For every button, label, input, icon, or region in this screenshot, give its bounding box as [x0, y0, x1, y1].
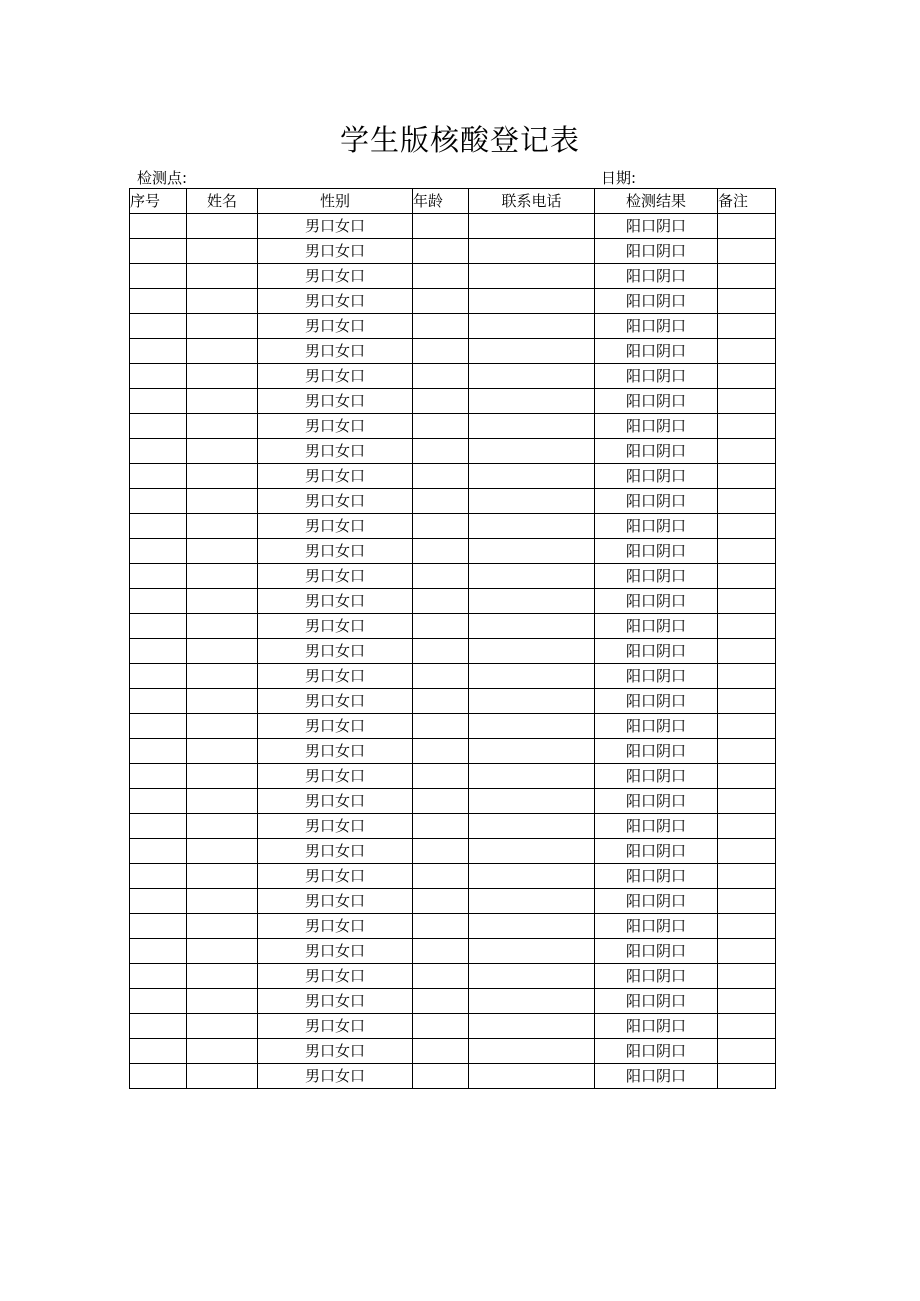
phone-cell[interactable]	[469, 689, 595, 714]
header-phone: 联系电话	[469, 189, 595, 214]
gender-options-cell[interactable]: 男口女口	[258, 939, 413, 964]
result-options-cell[interactable]: 阳口阴口	[595, 589, 718, 614]
phone-cell[interactable]	[469, 564, 595, 589]
result-options-cell[interactable]: 阳口阴口	[595, 439, 718, 464]
age-cell[interactable]	[413, 464, 469, 489]
table-row	[130, 314, 776, 339]
gender-options-cell[interactable]: 男口女口	[258, 889, 413, 914]
phone-cell[interactable]	[469, 514, 595, 539]
phone-cell[interactable]	[469, 389, 595, 414]
serial-cell[interactable]	[130, 389, 187, 414]
remarks-cell[interactable]	[718, 639, 776, 664]
result-options-cell[interactable]: 阳口阴口	[595, 414, 718, 439]
result-options-cell[interactable]: 阳口阴口	[595, 364, 718, 389]
gender-options-cell[interactable]: 男口女口	[258, 589, 413, 614]
phone-cell[interactable]	[469, 214, 595, 239]
result-options-cell[interactable]: 阳口阴口	[595, 889, 718, 914]
result-options-cell[interactable]: 阳口阴口	[595, 989, 718, 1014]
table-row	[130, 789, 776, 814]
phone-cell[interactable]	[469, 364, 595, 389]
phone-cell[interactable]	[469, 939, 595, 964]
serial-cell[interactable]	[130, 239, 187, 264]
remarks-cell[interactable]	[718, 864, 776, 889]
remarks-cell[interactable]	[718, 739, 776, 764]
name-cell[interactable]	[187, 414, 258, 439]
table-row	[130, 689, 776, 714]
remarks-cell[interactable]	[718, 489, 776, 514]
remarks-cell[interactable]	[718, 239, 776, 264]
age-cell[interactable]	[413, 1014, 469, 1039]
gender-options-cell[interactable]: 男口女口	[258, 414, 413, 439]
age-cell[interactable]	[413, 589, 469, 614]
table-row	[130, 1014, 776, 1039]
gender-options-cell[interactable]: 男口女口	[258, 489, 413, 514]
name-cell[interactable]	[187, 289, 258, 314]
age-cell[interactable]	[413, 714, 469, 739]
name-cell[interactable]	[187, 589, 258, 614]
remarks-cell[interactable]	[718, 1039, 776, 1064]
table-row	[130, 939, 776, 964]
serial-cell[interactable]	[130, 439, 187, 464]
name-cell[interactable]	[187, 564, 258, 589]
gender-options-cell[interactable]: 男口女口	[258, 914, 413, 939]
age-cell[interactable]	[413, 664, 469, 689]
remarks-cell[interactable]	[718, 589, 776, 614]
result-options-cell[interactable]: 阳口阴口	[595, 789, 718, 814]
serial-cell[interactable]	[130, 414, 187, 439]
serial-cell[interactable]	[130, 639, 187, 664]
table-row	[130, 914, 776, 939]
table-row	[130, 414, 776, 439]
age-cell[interactable]	[413, 564, 469, 589]
age-cell[interactable]	[413, 1039, 469, 1064]
remarks-cell[interactable]	[718, 364, 776, 389]
table-row	[130, 1039, 776, 1064]
phone-cell[interactable]	[469, 914, 595, 939]
serial-cell[interactable]	[130, 614, 187, 639]
serial-cell[interactable]	[130, 464, 187, 489]
result-options-cell[interactable]: 阳口阴口	[595, 314, 718, 339]
gender-options-cell[interactable]: 男口女口	[258, 289, 413, 314]
age-cell[interactable]	[413, 839, 469, 864]
age-cell[interactable]	[413, 514, 469, 539]
form-title: 学生版核酸登记表	[339, 123, 580, 157]
name-cell[interactable]	[187, 989, 258, 1014]
age-cell[interactable]	[413, 614, 469, 639]
result-options-cell[interactable]: 阳口阴口	[595, 514, 718, 539]
result-options-cell[interactable]: 阳口阴口	[595, 764, 718, 789]
phone-cell[interactable]	[469, 439, 595, 464]
age-cell[interactable]	[413, 414, 469, 439]
table-row	[130, 964, 776, 989]
table-row	[130, 589, 776, 614]
result-options-cell[interactable]: 阳口阴口	[595, 239, 718, 264]
serial-cell[interactable]	[130, 514, 187, 539]
remarks-cell[interactable]	[718, 314, 776, 339]
remarks-cell[interactable]	[718, 914, 776, 939]
serial-cell[interactable]	[130, 589, 187, 614]
gender-options-cell[interactable]: 男口女口	[258, 389, 413, 414]
age-cell[interactable]	[413, 339, 469, 364]
phone-cell[interactable]	[469, 589, 595, 614]
remarks-cell[interactable]	[718, 514, 776, 539]
name-cell[interactable]	[187, 939, 258, 964]
table-row	[130, 264, 776, 289]
remarks-cell[interactable]	[718, 539, 776, 564]
serial-cell[interactable]	[130, 1014, 187, 1039]
result-options-cell[interactable]: 阳口阴口	[595, 289, 718, 314]
remarks-cell[interactable]	[718, 264, 776, 289]
serial-cell[interactable]	[130, 489, 187, 514]
result-options-cell[interactable]: 阳口阴口	[595, 739, 718, 764]
name-cell[interactable]	[187, 439, 258, 464]
table-row	[130, 489, 776, 514]
table-row	[130, 514, 776, 539]
remarks-cell[interactable]	[718, 339, 776, 364]
phone-cell[interactable]	[469, 639, 595, 664]
name-cell[interactable]	[187, 964, 258, 989]
remarks-cell[interactable]	[718, 1064, 776, 1089]
serial-cell[interactable]	[130, 864, 187, 889]
gender-options-cell[interactable]: 男口女口	[258, 664, 413, 689]
test-site-label: 检测点:	[137, 169, 188, 187]
remarks-cell[interactable]	[718, 989, 776, 1014]
age-cell[interactable]	[413, 939, 469, 964]
name-cell[interactable]	[187, 1014, 258, 1039]
result-options-cell[interactable]: 阳口阴口	[595, 264, 718, 289]
name-cell[interactable]	[187, 214, 258, 239]
age-cell[interactable]	[413, 639, 469, 664]
gender-options-cell[interactable]: 男口女口	[258, 864, 413, 889]
phone-cell[interactable]	[469, 264, 595, 289]
name-cell[interactable]	[187, 264, 258, 289]
result-options-cell[interactable]: 阳口阴口	[595, 914, 718, 939]
table-row	[130, 639, 776, 664]
name-cell[interactable]	[187, 514, 258, 539]
result-options-cell[interactable]: 阳口阴口	[595, 214, 718, 239]
gender-options-cell[interactable]: 男口女口	[258, 814, 413, 839]
serial-cell[interactable]	[130, 539, 187, 564]
name-cell[interactable]	[187, 764, 258, 789]
serial-cell[interactable]	[130, 739, 187, 764]
phone-cell[interactable]	[469, 239, 595, 264]
table-row	[130, 614, 776, 639]
age-cell[interactable]	[413, 889, 469, 914]
age-cell[interactable]	[413, 489, 469, 514]
serial-cell[interactable]	[130, 789, 187, 814]
gender-options-cell[interactable]: 男口女口	[258, 264, 413, 289]
age-cell[interactable]	[413, 314, 469, 339]
age-cell[interactable]	[413, 764, 469, 789]
gender-options-cell[interactable]: 男口女口	[258, 714, 413, 739]
age-cell[interactable]	[413, 964, 469, 989]
name-cell[interactable]	[187, 239, 258, 264]
gender-options-cell[interactable]: 男口女口	[258, 1039, 413, 1064]
serial-cell[interactable]	[130, 1064, 187, 1089]
name-cell[interactable]	[187, 839, 258, 864]
table-body	[130, 214, 776, 1089]
result-options-cell[interactable]: 阳口阴口	[595, 339, 718, 364]
remarks-cell[interactable]	[718, 814, 776, 839]
name-cell[interactable]	[187, 664, 258, 689]
phone-cell[interactable]	[469, 864, 595, 889]
age-cell[interactable]	[413, 1064, 469, 1089]
phone-cell[interactable]	[469, 464, 595, 489]
name-cell[interactable]	[187, 864, 258, 889]
gender-options-cell[interactable]: 男口女口	[258, 614, 413, 639]
result-options-cell[interactable]: 阳口阴口	[595, 964, 718, 989]
name-cell[interactable]	[187, 339, 258, 364]
remarks-cell[interactable]	[718, 664, 776, 689]
remarks-cell[interactable]	[718, 289, 776, 314]
serial-cell[interactable]	[130, 814, 187, 839]
table-row	[130, 364, 776, 389]
age-cell[interactable]	[413, 364, 469, 389]
name-cell[interactable]	[187, 739, 258, 764]
table-header-row	[130, 189, 776, 214]
name-cell[interactable]	[187, 914, 258, 939]
result-options-cell[interactable]: 阳口阴口	[595, 539, 718, 564]
phone-cell[interactable]	[469, 814, 595, 839]
gender-options-cell[interactable]: 男口女口	[258, 1064, 413, 1089]
remarks-cell[interactable]	[718, 689, 776, 714]
result-options-cell[interactable]: 阳口阴口	[595, 614, 718, 639]
phone-cell[interactable]	[469, 414, 595, 439]
remarks-cell[interactable]	[718, 764, 776, 789]
age-cell[interactable]	[413, 689, 469, 714]
table-row	[130, 339, 776, 364]
table-row	[130, 889, 776, 914]
table-row	[130, 989, 776, 1014]
serial-cell[interactable]	[130, 714, 187, 739]
header-remarks: 备注	[718, 189, 776, 214]
gender-options-cell[interactable]: 男口女口	[258, 239, 413, 264]
gender-options-cell[interactable]: 男口女口	[258, 839, 413, 864]
phone-cell[interactable]	[469, 1039, 595, 1064]
phone-cell[interactable]	[469, 989, 595, 1014]
remarks-cell[interactable]	[718, 439, 776, 464]
name-cell[interactable]	[187, 464, 258, 489]
phone-cell[interactable]	[469, 489, 595, 514]
result-options-cell[interactable]: 阳口阴口	[595, 564, 718, 589]
serial-cell[interactable]	[130, 314, 187, 339]
result-options-cell[interactable]: 阳口阴口	[595, 1039, 718, 1064]
gender-options-cell[interactable]: 男口女口	[258, 464, 413, 489]
remarks-cell[interactable]	[718, 214, 776, 239]
remarks-cell[interactable]	[718, 564, 776, 589]
table-row	[130, 839, 776, 864]
phone-cell[interactable]	[469, 839, 595, 864]
table-row	[130, 439, 776, 464]
name-cell[interactable]	[187, 1064, 258, 1089]
serial-cell[interactable]	[130, 564, 187, 589]
age-cell[interactable]	[413, 914, 469, 939]
name-cell[interactable]	[187, 389, 258, 414]
header-age: 年龄	[413, 189, 469, 214]
age-cell[interactable]	[413, 239, 469, 264]
table-row	[130, 214, 776, 239]
gender-options-cell[interactable]: 男口女口	[258, 789, 413, 814]
result-options-cell[interactable]: 阳口阴口	[595, 664, 718, 689]
remarks-cell[interactable]	[718, 964, 776, 989]
table-row	[130, 739, 776, 764]
age-cell[interactable]	[413, 389, 469, 414]
gender-options-cell[interactable]: 男口女口	[258, 339, 413, 364]
table-row	[130, 764, 776, 789]
table-row	[130, 864, 776, 889]
table-row	[130, 289, 776, 314]
phone-cell[interactable]	[469, 664, 595, 689]
result-options-cell[interactable]: 阳口阴口	[595, 1014, 718, 1039]
serial-cell[interactable]	[130, 339, 187, 364]
name-cell[interactable]	[187, 714, 258, 739]
gender-options-cell[interactable]: 男口女口	[258, 689, 413, 714]
result-options-cell[interactable]: 阳口阴口	[595, 864, 718, 889]
remarks-cell[interactable]	[718, 464, 776, 489]
serial-cell[interactable]	[130, 989, 187, 1014]
phone-cell[interactable]	[469, 339, 595, 364]
table-row	[130, 714, 776, 739]
name-cell[interactable]	[187, 639, 258, 664]
phone-cell[interactable]	[469, 964, 595, 989]
gender-options-cell[interactable]: 男口女口	[258, 639, 413, 664]
age-cell[interactable]	[413, 789, 469, 814]
name-cell[interactable]	[187, 814, 258, 839]
result-options-cell[interactable]: 阳口阴口	[595, 714, 718, 739]
remarks-cell[interactable]	[718, 889, 776, 914]
name-cell[interactable]	[187, 1039, 258, 1064]
serial-cell[interactable]	[130, 1039, 187, 1064]
age-cell[interactable]	[413, 289, 469, 314]
phone-cell[interactable]	[469, 289, 595, 314]
gender-options-cell[interactable]: 男口女口	[258, 739, 413, 764]
gender-options-cell[interactable]: 男口女口	[258, 1014, 413, 1039]
serial-cell[interactable]	[130, 364, 187, 389]
phone-cell[interactable]	[469, 739, 595, 764]
remarks-cell[interactable]	[718, 1014, 776, 1039]
table-row	[130, 564, 776, 589]
gender-options-cell[interactable]: 男口女口	[258, 989, 413, 1014]
phone-cell[interactable]	[469, 889, 595, 914]
registration-table	[129, 188, 776, 1089]
serial-cell[interactable]	[130, 839, 187, 864]
age-cell[interactable]	[413, 864, 469, 889]
age-cell[interactable]	[413, 439, 469, 464]
phone-cell[interactable]	[469, 789, 595, 814]
remarks-cell[interactable]	[718, 414, 776, 439]
table-row	[130, 389, 776, 414]
result-options-cell[interactable]: 阳口阴口	[595, 939, 718, 964]
serial-cell[interactable]	[130, 764, 187, 789]
result-options-cell[interactable]: 阳口阴口	[595, 1064, 718, 1089]
remarks-cell[interactable]	[718, 839, 776, 864]
name-cell[interactable]	[187, 364, 258, 389]
gender-options-cell[interactable]: 男口女口	[258, 214, 413, 239]
table-row	[130, 664, 776, 689]
serial-cell[interactable]	[130, 939, 187, 964]
remarks-cell[interactable]	[718, 389, 776, 414]
age-cell[interactable]	[413, 539, 469, 564]
name-cell[interactable]	[187, 789, 258, 814]
table-row	[130, 1064, 776, 1089]
phone-cell[interactable]	[469, 714, 595, 739]
gender-options-cell[interactable]: 男口女口	[258, 964, 413, 989]
name-cell[interactable]	[187, 614, 258, 639]
phone-cell[interactable]	[469, 314, 595, 339]
name-cell[interactable]	[187, 889, 258, 914]
table-row	[130, 464, 776, 489]
gender-options-cell[interactable]: 男口女口	[258, 314, 413, 339]
date-label: 日期:	[601, 169, 637, 187]
serial-cell[interactable]	[130, 889, 187, 914]
age-cell[interactable]	[413, 264, 469, 289]
phone-cell[interactable]	[469, 764, 595, 789]
name-cell[interactable]	[187, 314, 258, 339]
header-test-result: 检测结果	[595, 189, 718, 214]
gender-options-cell[interactable]: 男口女口	[258, 564, 413, 589]
result-options-cell[interactable]: 阳口阴口	[595, 689, 718, 714]
gender-options-cell[interactable]: 男口女口	[258, 364, 413, 389]
remarks-cell[interactable]	[718, 939, 776, 964]
serial-cell[interactable]	[130, 214, 187, 239]
phone-cell[interactable]	[469, 1064, 595, 1089]
name-cell[interactable]	[187, 489, 258, 514]
name-cell[interactable]	[187, 689, 258, 714]
serial-cell[interactable]	[130, 964, 187, 989]
header-name: 姓名	[187, 189, 258, 214]
age-cell[interactable]	[413, 814, 469, 839]
result-options-cell[interactable]: 阳口阴口	[595, 464, 718, 489]
serial-cell[interactable]	[130, 914, 187, 939]
remarks-cell[interactable]	[718, 714, 776, 739]
remarks-cell[interactable]	[718, 789, 776, 814]
header-serial-number: 序号	[130, 189, 187, 214]
table-row	[130, 539, 776, 564]
table-row	[130, 814, 776, 839]
gender-options-cell[interactable]: 男口女口	[258, 764, 413, 789]
remarks-cell[interactable]	[718, 614, 776, 639]
gender-options-cell[interactable]: 男口女口	[258, 514, 413, 539]
phone-cell[interactable]	[469, 539, 595, 564]
gender-options-cell[interactable]: 男口女口	[258, 539, 413, 564]
age-cell[interactable]	[413, 989, 469, 1014]
serial-cell[interactable]	[130, 289, 187, 314]
phone-cell[interactable]	[469, 614, 595, 639]
result-options-cell[interactable]: 阳口阴口	[595, 389, 718, 414]
phone-cell[interactable]	[469, 1014, 595, 1039]
result-options-cell[interactable]: 阳口阴口	[595, 839, 718, 864]
gender-options-cell[interactable]: 男口女口	[258, 439, 413, 464]
header-gender: 性别	[258, 189, 413, 214]
age-cell[interactable]	[413, 739, 469, 764]
age-cell[interactable]	[413, 214, 469, 239]
result-options-cell[interactable]: 阳口阴口	[595, 814, 718, 839]
result-options-cell[interactable]: 阳口阴口	[595, 639, 718, 664]
name-cell[interactable]	[187, 539, 258, 564]
table-row	[130, 239, 776, 264]
serial-cell[interactable]	[130, 264, 187, 289]
serial-cell[interactable]	[130, 689, 187, 714]
serial-cell[interactable]	[130, 664, 187, 689]
result-options-cell[interactable]: 阳口阴口	[595, 489, 718, 514]
